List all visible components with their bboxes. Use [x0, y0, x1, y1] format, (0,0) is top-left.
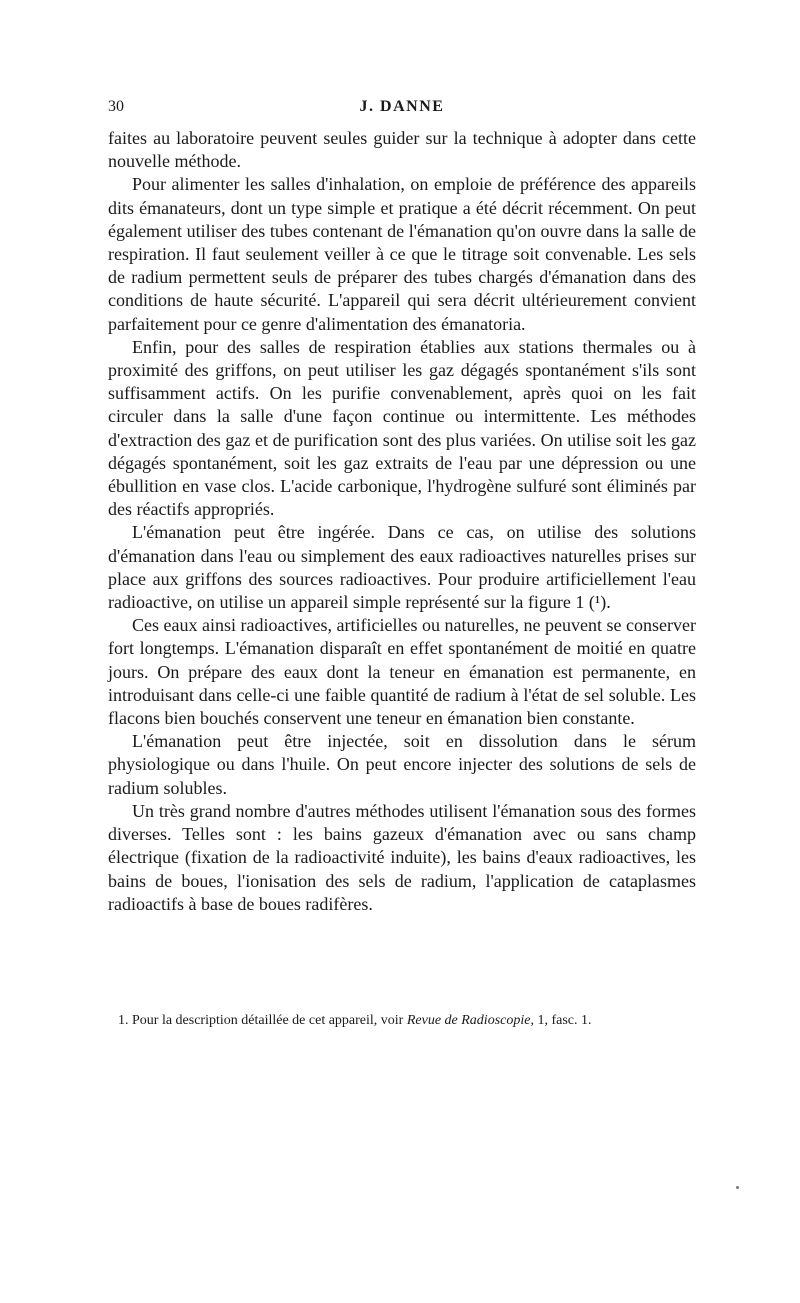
paragraph-inhalation-rooms: Pour alimenter les salles d'inhalation, on emploie de préférence des appareils dits émanateurs, dont un type simple et pratique a été décrit récemment. On peut également utiliser des tubes contenant de l'émanation qu'on ouvre dans la salle de respiration. Il faut seulement veiller à ce que le titrage soit convenable. Les sels de radium permettent seuls de préparer des tubes chargés d'émanation dans des conditions de haute sécurité. L'appareil qui sera décrit ultérieurement convient parfaitement pour ce genre d'alimentation des émanatoria. [108, 174, 696, 334]
footnote-text-after: , 1, fasc. 1. [530, 1013, 592, 1028]
paragraph-thermal-stations: Enfin, pour des salles de respiration établies aux stations thermales ou à proximité des griffons, on peut utiliser les gaz dégagés spontanément s'ils sont suffisamment actifs. On les purifie convenablement, après quoi on les fait circuler dans la salle d'une façon continue ou intermittente. Les méthodes d'extraction des gaz et de purification sont des plus variées. On utilise soit les gaz dégagés spontanément, soit les gaz extraits de l'eau par une dépression ou une ébullition en vase clos. L'acide carbonique, l'hydrogène sulfuré sont éliminés par des réactifs appropriés. [108, 336, 696, 520]
paragraph-other-methods: Un très grand nombre d'autres méthodes utilisent l'émanation sous des formes diverses. Telles sont : les bains gazeux d'émanation avec ou sans champ électrique (fixation de la radioactivité induite), les bains d'eaux radioactives, les bains de boues, l'ionisation des sels de radium, l'application de cataplasmes radioactifs à base de boues radifères. [108, 800, 696, 914]
body-text [108, 127, 696, 916]
footnote [108, 1012, 696, 1030]
footnote-journal: Revue de Radioscopie [406, 1013, 531, 1028]
footnote-text-before: 1. Pour la description détaillée de cet appareil, voir [118, 1013, 407, 1028]
paper-speck [736, 1186, 739, 1189]
paragraph-radioactive-waters: Ces eaux ainsi radioactives, artificielles ou naturelles, ne peuvent se conserver fort longtemps. L'émanation disparaît en effet spontanément de moitié en quatre jours. On prépare des eaux dont la teneur en émanation est permanente, en introduisant dans celle-ci une faible quantité de radium à l'état de sel soluble. Les flacons bien bouchés conservent une teneur en émanation bien constante. [108, 615, 696, 729]
paragraph-continuation: faites au laboratoire peuvent seules guider sur la technique à adopter dans cette nouvelle méthode. [108, 128, 696, 172]
running-header [108, 98, 696, 122]
running-title: J. DANNE [359, 98, 445, 115]
paragraph-ingestion: L'émanation peut être ingérée. Dans ce cas, on utilise des solutions d'émanation dans l'eau ou simplement des eaux radioactives naturelles prises sur place aux griffons des sources radioactives. Pour produire artificiellement l'eau radioactive, on utilise un appareil simple représenté sur la figure 1 (¹). [108, 522, 696, 613]
page-number: 30 [108, 98, 124, 115]
paragraph-injection: L'émanation peut être injectée, soit en dissolution dans le sérum physiologique ou dans l'huile. On peut encore injecter des solutions de sels de radium solubles. [108, 731, 696, 798]
